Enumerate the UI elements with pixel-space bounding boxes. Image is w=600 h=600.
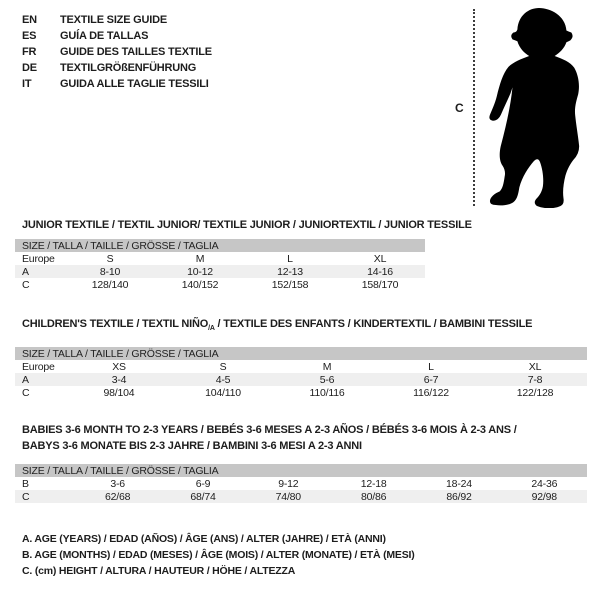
cell: 7-8: [527, 373, 543, 386]
size-table-junior: [15, 239, 425, 291]
title-line: BABYS 3-6 MONATE BIS 2-3 JAHRE / BAMBINI 3-6 MESI A 2-3 ANNI: [22, 440, 362, 452]
height-measure-label: C: [455, 101, 464, 115]
table-row: [15, 278, 425, 291]
lang-code: IT: [22, 78, 32, 90]
cell: 74/80: [275, 490, 301, 503]
section-title-children: [22, 316, 532, 337]
lang-row-it: [22, 76, 212, 92]
table-row: [15, 265, 425, 278]
lang-code: EN: [22, 14, 37, 26]
row-label: C: [22, 278, 30, 291]
lang-code: FR: [22, 46, 37, 58]
section-title-junior: JUNIOR TEXTILE / TEXTIL JUNIOR/ TEXTILE JUNIOR / JUNIORTEXTIL / JUNIOR TESSILE: [22, 219, 472, 231]
cell: 116/122: [413, 386, 449, 399]
size-table-babies: [15, 464, 587, 503]
cell: S: [219, 360, 227, 373]
lang-title: GUÍA DE TALLAS: [60, 30, 149, 42]
size-header-bar: SIZE / TALLA / TAILLE / GRÖSSE / TAGLIA: [15, 464, 587, 477]
cell: 98/104: [103, 386, 135, 399]
cell: XS: [112, 360, 126, 373]
cell: M: [322, 360, 332, 373]
row-label: Europe: [22, 252, 55, 265]
table-row: [15, 386, 587, 399]
cell: 86/92: [446, 490, 472, 503]
note-c: C. (cm) HEIGHT / ALTURA / HAUTEUR / HÖHE / ALTEZZA: [22, 565, 296, 577]
cell: 12-13: [277, 265, 303, 278]
row-label: A: [22, 373, 29, 386]
lang-title: GUIDE DES TAILLES TEXTILE: [60, 46, 212, 58]
cell: 10-12: [187, 265, 213, 278]
cell: L: [428, 360, 434, 373]
height-dotted-line: [473, 9, 475, 206]
row-label: A: [22, 265, 29, 278]
lang-row-de: [22, 60, 212, 76]
section-title-babies: [22, 422, 517, 454]
title-line: BABIES 3-6 MONTH TO 2-3 YEARS / BEBÉS 3-6 MESES A 2-3 AÑOS / BÉBÉS 3-6 MOIS À 2-3 ANS /: [22, 424, 517, 436]
size-header-bar: SIZE / TALLA / TAILLE / GRÖSSE / TAGLIA: [15, 347, 587, 360]
title-part: / TEXTILE DES ENFANTS / KINDERTEXTIL / BAMBINI TESSILE: [214, 318, 533, 330]
lang-row-es: [22, 28, 212, 44]
row-label: C: [22, 490, 30, 503]
cell: 5-6: [319, 373, 335, 386]
lang-title: TEXTILGRÖßENFÜHRUNG: [60, 62, 197, 74]
lang-title: GUIDA ALLE TAGLIE TESSILI: [60, 78, 209, 90]
row-label: Europe: [22, 360, 55, 373]
cell: 128/140: [91, 278, 129, 291]
cell: 3-6: [110, 477, 125, 490]
cell: 152/158: [271, 278, 309, 291]
cell: 140/152: [181, 278, 219, 291]
row-label: B: [22, 477, 29, 490]
cell: 6-9: [195, 477, 211, 490]
lang-code: ES: [22, 30, 37, 42]
cell: 9-12: [278, 477, 299, 490]
size-header-bar: SIZE / TALLA / TAILLE / GRÖSSE / TAGLIA: [15, 239, 425, 252]
cell: 4-5: [215, 373, 231, 386]
cell: M: [195, 252, 205, 265]
footnotes: [22, 531, 415, 579]
cell: 14-16: [367, 265, 393, 278]
table-row: [15, 252, 425, 265]
cell: 104/110: [205, 386, 241, 399]
cell: 92/98: [531, 490, 557, 503]
lang-row-fr: [22, 44, 212, 60]
table-row: [15, 477, 587, 490]
table-row: [15, 373, 587, 386]
cell: 12-18: [360, 477, 387, 490]
cell: XL: [373, 252, 387, 265]
cell: 110/116: [309, 386, 345, 399]
cell: 62/68: [105, 490, 131, 503]
cell: 158/170: [361, 278, 399, 291]
cell: 8-10: [99, 265, 121, 278]
cell: L: [287, 252, 293, 265]
size-table-children: [15, 347, 587, 399]
cell: 3-4: [111, 373, 127, 386]
title-subscript: /A: [208, 325, 215, 333]
title-part: CHILDREN'S TEXTILE / TEXTIL NIÑO: [22, 318, 209, 330]
cell: S: [106, 252, 114, 265]
row-label: C: [22, 386, 30, 399]
lang-row-en: [22, 12, 212, 28]
cell: XL: [528, 360, 542, 373]
cell: 24-36: [531, 477, 558, 490]
table-row: [15, 360, 587, 373]
cell: 68/74: [190, 490, 216, 503]
cell: 6-7: [423, 373, 439, 386]
baby-silhouette-icon: [484, 6, 590, 208]
lang-code: DE: [22, 62, 37, 74]
table-row: [15, 490, 587, 503]
language-list: [22, 12, 212, 92]
note-b: B. AGE (MONTHS) / EDAD (MESES) / ÂGE (MOIS) / ALTER (MONATE) / ETÀ (MESI): [22, 549, 415, 561]
cell: 80/86: [361, 490, 387, 503]
lang-title: TEXTILE SIZE GUIDE: [60, 14, 168, 26]
cell: 122/128: [516, 386, 554, 399]
note-a: A. AGE (YEARS) / EDAD (AÑOS) / ÂGE (ANS) / ALTER (JAHRE) / ETÀ (ANNI): [22, 533, 386, 545]
cell: 18-24: [446, 477, 472, 490]
